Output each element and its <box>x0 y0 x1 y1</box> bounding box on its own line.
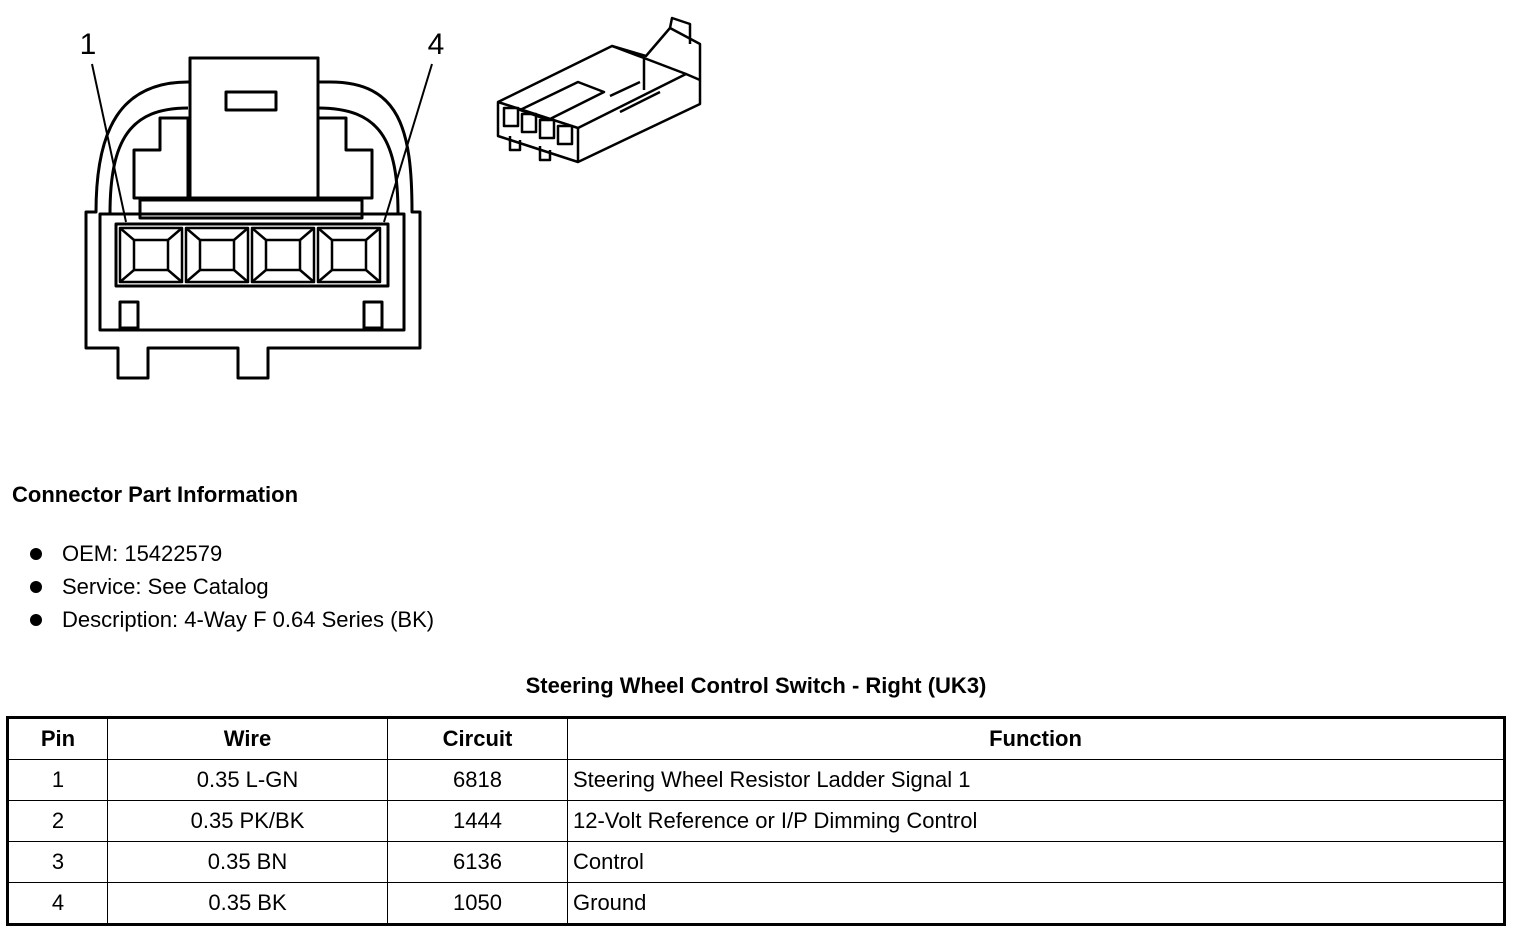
key-right <box>364 302 382 328</box>
column-header-function: Function <box>568 718 1505 760</box>
function-cell: Ground <box>568 883 1505 925</box>
column-header-pin: Pin <box>8 718 108 760</box>
wire-cell: 0.35 PK/BK <box>108 801 388 842</box>
wire-cell: 0.35 L-GN <box>108 760 388 801</box>
circuit-cell: 1050 <box>388 883 568 925</box>
table-row <box>8 842 1505 883</box>
function-cell: Steering Wheel Resistor Ladder Signal 1 <box>568 760 1505 801</box>
column-header-circuit: Circuit <box>388 718 568 760</box>
circuit-cell: 6136 <box>388 842 568 883</box>
right-ear <box>318 118 372 198</box>
cavity-1 <box>120 228 182 282</box>
service-info: Service: See Catalog <box>62 573 269 599</box>
pinout-table-title: Steering Wheel Control Switch - Right (UK3) <box>525 673 987 698</box>
connector-face-view <box>86 58 420 378</box>
column-header-wire: Wire <box>108 718 388 760</box>
pinout-table <box>6 716 1506 926</box>
connector-info-list <box>30 537 434 636</box>
table-row <box>8 883 1505 925</box>
connector-isometric-view <box>498 18 700 162</box>
wire-cell: 0.35 BN <box>108 842 388 883</box>
bullet-icon <box>30 614 42 626</box>
pin-4-leader <box>384 64 432 222</box>
table-header-row <box>8 718 1505 760</box>
connector-info-heading: Connector Part Information <box>12 482 299 507</box>
table-row <box>8 760 1505 801</box>
left-ear <box>134 118 188 198</box>
pin-cell: 3 <box>8 842 108 883</box>
circuit-cell: 6818 <box>388 760 568 801</box>
bullet-icon <box>30 581 42 593</box>
table-row <box>8 801 1505 842</box>
bullet-icon <box>30 548 42 560</box>
cavity-4 <box>318 228 380 282</box>
latch-body <box>190 58 318 198</box>
pin-cell: 2 <box>8 801 108 842</box>
function-cell: Control <box>568 842 1505 883</box>
list-item <box>30 570 434 603</box>
wire-cell: 0.35 BK <box>108 883 388 925</box>
pin-cell: 4 <box>8 883 108 925</box>
oem-info: OEM: 15422579 <box>62 540 223 566</box>
description-info: Description: 4-Way F 0.64 Series (BK) <box>62 606 435 632</box>
pin-4-label: 4 <box>427 28 445 61</box>
circuit-cell: 1444 <box>388 801 568 842</box>
list-item <box>30 537 434 570</box>
cavity-2 <box>186 228 248 282</box>
terminal-cavities <box>120 228 380 282</box>
pin-1-label: 1 <box>79 28 97 61</box>
pin-cell: 1 <box>8 760 108 801</box>
list-item <box>30 603 434 636</box>
key-left <box>120 302 138 328</box>
function-cell: 12-Volt Reference or I/P Dimming Control <box>568 801 1505 842</box>
connector-drawing <box>0 0 720 400</box>
cavity-3 <box>252 228 314 282</box>
latch-window <box>226 92 276 110</box>
